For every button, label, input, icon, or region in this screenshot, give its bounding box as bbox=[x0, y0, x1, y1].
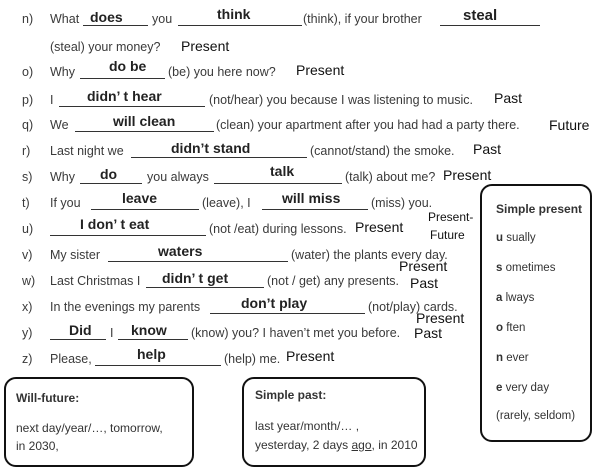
tense-note: Present bbox=[181, 38, 230, 54]
answer-text: didn’ t hear bbox=[87, 88, 162, 104]
will-future-box bbox=[4, 377, 194, 467]
item-text: (miss) you. bbox=[371, 196, 433, 210]
answer-text: waters bbox=[158, 243, 203, 259]
answer-text: Did bbox=[69, 322, 92, 338]
item-letter: q) bbox=[22, 118, 34, 132]
answer-blank[interactable] bbox=[131, 157, 307, 158]
tense-note: Future bbox=[549, 117, 590, 133]
item-letter: p) bbox=[22, 93, 34, 107]
item-letter: s) bbox=[22, 170, 33, 184]
answer-blank[interactable] bbox=[91, 209, 199, 210]
item-text: I bbox=[110, 326, 114, 340]
item-text: Last night we bbox=[50, 144, 124, 158]
item-text: Why bbox=[50, 65, 75, 79]
answer-blank[interactable] bbox=[50, 339, 106, 340]
answer-blank[interactable] bbox=[50, 235, 206, 236]
answer-text: steal bbox=[463, 7, 498, 24]
answer-text: will miss bbox=[282, 190, 341, 206]
answer-blank[interactable] bbox=[146, 287, 264, 288]
tense-note: Past bbox=[473, 141, 502, 157]
tense-note: Present bbox=[355, 219, 404, 235]
answer-blank[interactable] bbox=[178, 25, 302, 26]
answer-text: didn’ t get bbox=[162, 270, 229, 286]
answer-blank[interactable] bbox=[108, 261, 288, 262]
frequency-adverb-often: o ften bbox=[496, 322, 526, 334]
answer-blank[interactable] bbox=[83, 25, 148, 26]
tense-note: Present- bbox=[428, 210, 474, 224]
item-letter: r) bbox=[22, 144, 31, 158]
answer-blank[interactable] bbox=[59, 106, 205, 107]
will-future-line: in 2030, bbox=[16, 439, 59, 453]
frequency-adverb-usually: u sually bbox=[496, 232, 536, 244]
simple-past-title: Simple past: bbox=[255, 388, 327, 402]
tense-note: Present bbox=[399, 258, 448, 274]
simple-past-line: last year/month/… , bbox=[255, 419, 360, 433]
tense-note: Present bbox=[296, 62, 345, 78]
frequency-adverb-always: a lways bbox=[496, 292, 535, 304]
item-letter: y) bbox=[22, 326, 33, 340]
answer-blank[interactable] bbox=[214, 183, 342, 184]
item-text: (know) you? I haven’t met you before. bbox=[191, 326, 401, 340]
item-text: (talk) about me? bbox=[345, 170, 436, 184]
item-text: Please, bbox=[50, 352, 92, 366]
will-future-title: Will-future: bbox=[16, 391, 80, 405]
frequency-adverb-note: (rarely, seldom) bbox=[496, 410, 576, 422]
answer-text: didn’t stand bbox=[171, 140, 251, 156]
item-text: (steal) your money? bbox=[50, 40, 161, 54]
answer-text: do bbox=[100, 166, 118, 182]
item-text: (water) the plants every day. bbox=[291, 248, 448, 262]
item-text: (leave), I bbox=[202, 196, 251, 210]
answer-text: will clean bbox=[113, 113, 176, 129]
item-letter: z) bbox=[22, 352, 33, 366]
tense-note: Present bbox=[416, 310, 465, 326]
item-text: If you bbox=[50, 196, 81, 210]
answer-text: does bbox=[90, 9, 123, 25]
tense-note: Present bbox=[443, 167, 492, 183]
item-letter: o) bbox=[22, 65, 34, 79]
simple-present-title: Simple present bbox=[496, 202, 583, 216]
tense-note: Present bbox=[286, 348, 335, 364]
frequency-adverb-sometimes: s ometimes bbox=[496, 262, 556, 274]
tense-note: Future bbox=[430, 228, 465, 242]
item-letter: u) bbox=[22, 222, 34, 236]
item-text: (not/play) cards. bbox=[368, 300, 458, 314]
tense-note: Past bbox=[494, 90, 523, 106]
item-text: I bbox=[50, 93, 54, 107]
answer-blank[interactable] bbox=[118, 339, 188, 340]
simple-past-box bbox=[242, 377, 426, 467]
answer-blank[interactable] bbox=[80, 78, 165, 79]
item-text: (not /eat) during lessons. bbox=[209, 222, 347, 236]
answer-blank[interactable] bbox=[210, 313, 365, 314]
tense-note: Past bbox=[410, 275, 439, 291]
frequency-adverb-never: n ever bbox=[496, 352, 529, 364]
item-text: Why bbox=[50, 170, 75, 184]
item-text: Last Christmas I bbox=[50, 274, 141, 288]
item-text: In the evenings my parents bbox=[50, 300, 201, 314]
item-text: What bbox=[50, 12, 80, 26]
answer-blank[interactable] bbox=[75, 131, 214, 132]
item-letter: x) bbox=[22, 300, 33, 314]
simple-present-box bbox=[480, 184, 592, 442]
answer-blank[interactable] bbox=[95, 365, 221, 366]
answer-text: talk bbox=[270, 163, 295, 179]
answer-text: I don’ t eat bbox=[80, 216, 150, 232]
item-text: (cannot/stand) the smoke. bbox=[310, 144, 455, 158]
answer-text: think bbox=[217, 6, 251, 22]
simple-past-line: yesterday, 2 days ago, in 2010 bbox=[255, 438, 418, 452]
answer-text: know bbox=[131, 322, 167, 338]
item-text: (help) me. bbox=[224, 352, 281, 366]
item-text: My sister bbox=[50, 248, 100, 262]
answer-blank[interactable] bbox=[262, 209, 368, 210]
tense-note: Past bbox=[414, 325, 443, 341]
item-text: (be) you here now? bbox=[168, 65, 276, 79]
answer-text: help bbox=[137, 346, 166, 362]
item-text: you bbox=[152, 12, 173, 26]
will-future-line: next day/year/…, tomorrow, bbox=[16, 421, 163, 435]
item-text: you always bbox=[147, 170, 209, 184]
item-text: We bbox=[50, 118, 69, 132]
item-letter: v) bbox=[22, 248, 33, 262]
item-letter: t) bbox=[22, 196, 30, 210]
item-text: (not/hear) you because I was listening to music. bbox=[209, 93, 474, 107]
item-letter: w) bbox=[22, 274, 36, 288]
answer-text: do be bbox=[109, 58, 147, 74]
answer-text: leave bbox=[122, 190, 158, 206]
answer-text: don’t play bbox=[241, 295, 308, 311]
item-letter: n) bbox=[22, 12, 34, 26]
item-text: (think), if your brother bbox=[303, 12, 422, 26]
item-text: (not / get) any presents. bbox=[267, 274, 400, 288]
answer-blank[interactable] bbox=[440, 25, 540, 26]
item-text: (clean) your apartment after you had had a party there. bbox=[216, 118, 520, 132]
frequency-adverb-every-day: e very day bbox=[496, 382, 550, 394]
answer-blank[interactable] bbox=[80, 183, 142, 184]
